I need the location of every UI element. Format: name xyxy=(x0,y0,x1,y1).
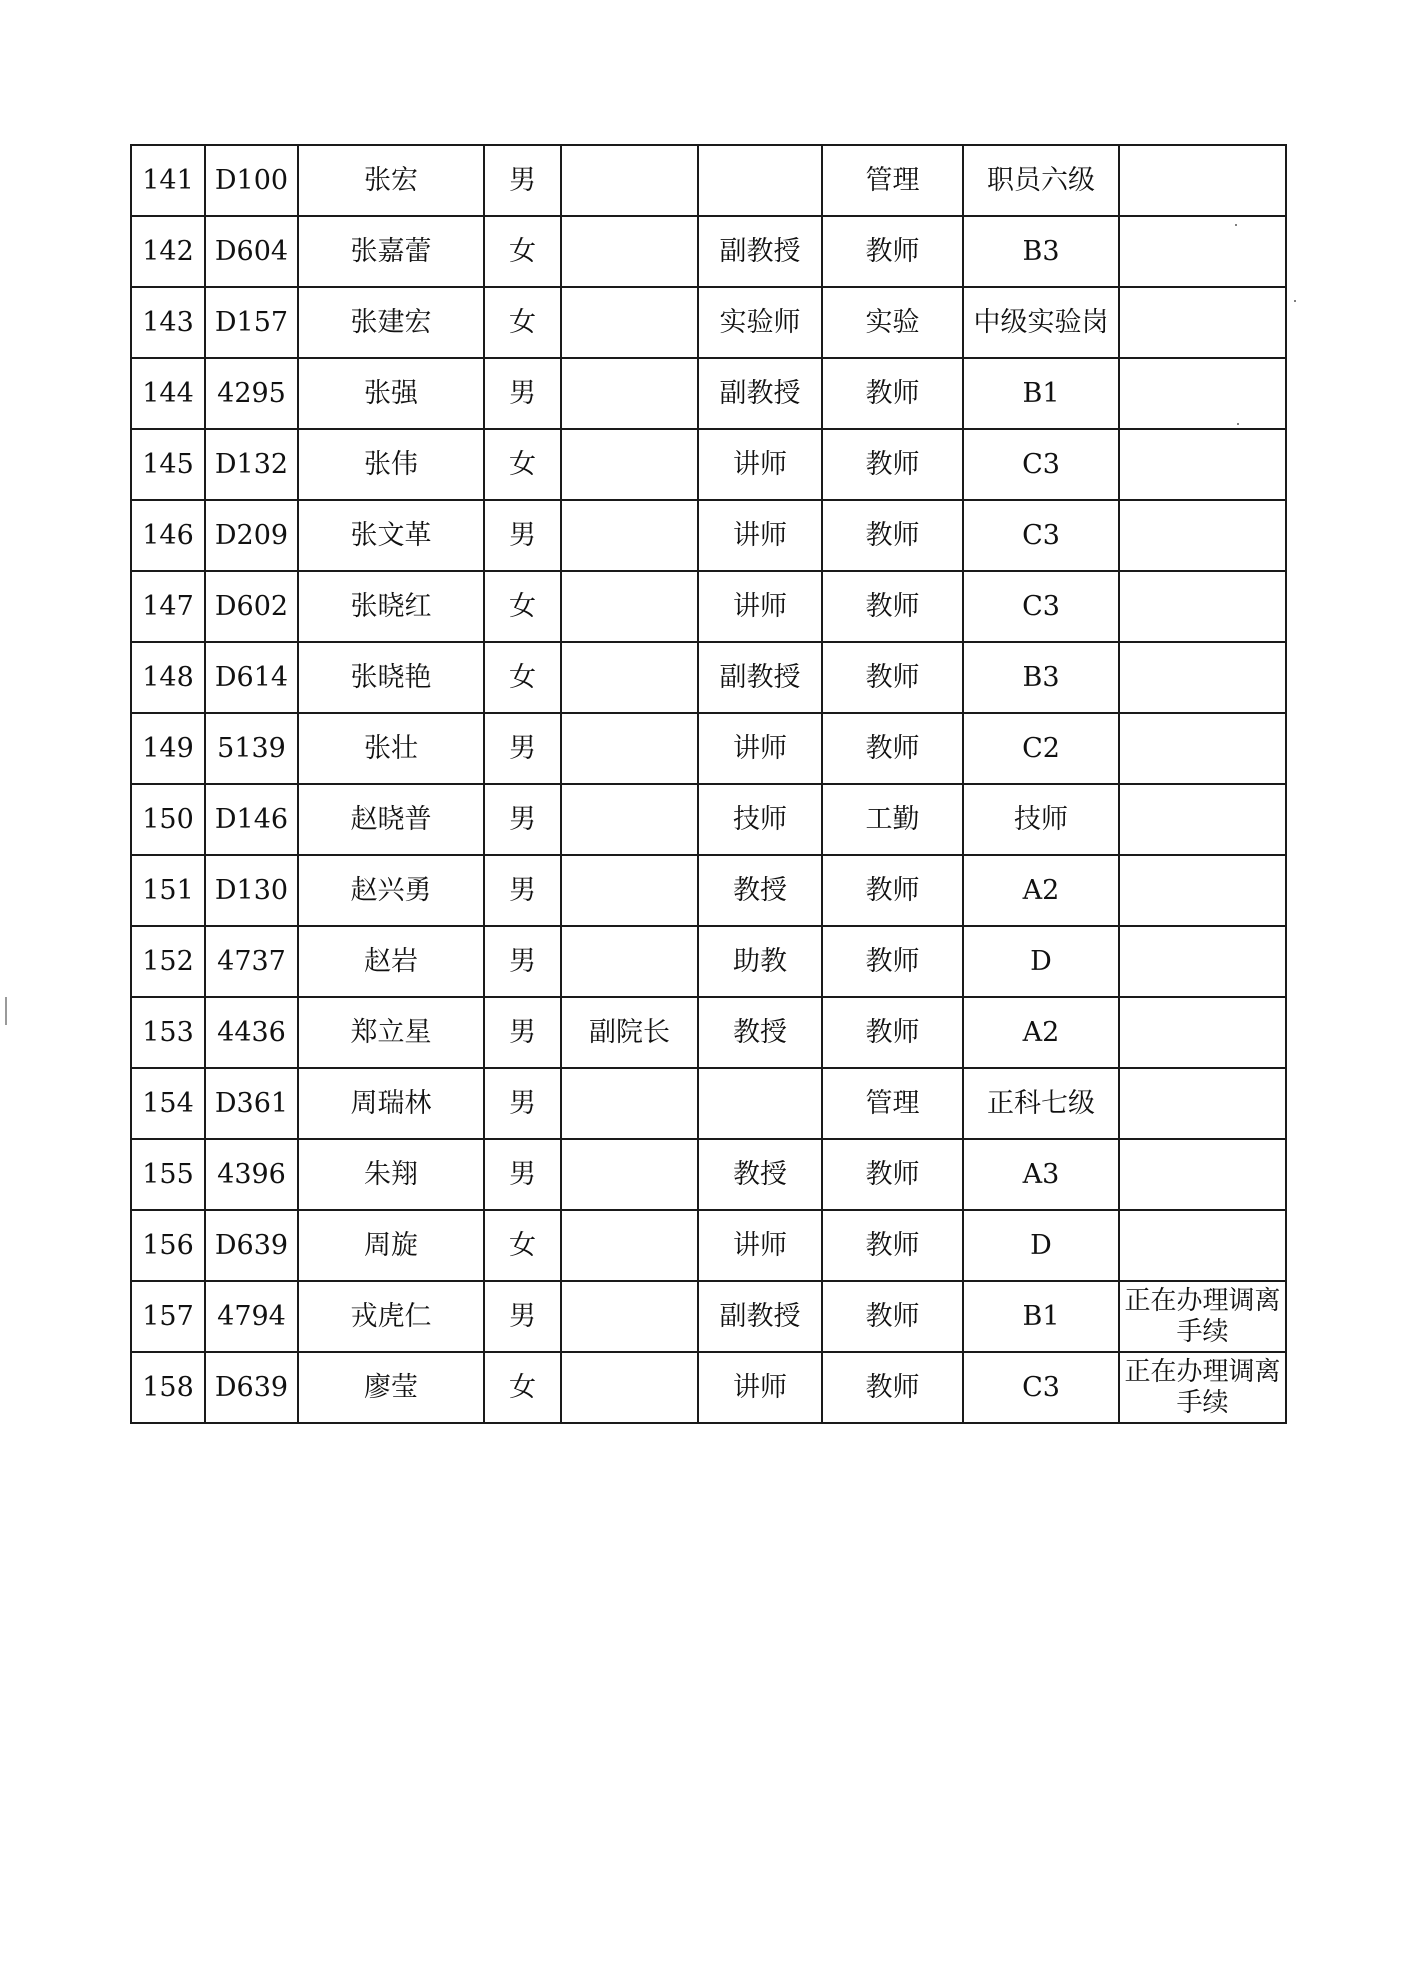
gender-cell: 女 xyxy=(484,642,561,713)
row-number-cell: 144 xyxy=(131,358,205,429)
gender-cell: 男 xyxy=(484,145,561,216)
note-cell xyxy=(1119,997,1286,1068)
gender-cell: 男 xyxy=(484,855,561,926)
staff-id-cell: D132 xyxy=(205,429,298,500)
category-cell: 教师 xyxy=(822,997,963,1068)
grade-cell: A3 xyxy=(963,1139,1119,1210)
gender-cell: 女 xyxy=(484,216,561,287)
note-cell xyxy=(1119,500,1286,571)
staff-id-cell: 4737 xyxy=(205,926,298,997)
scan-dot xyxy=(1294,300,1296,302)
name-cell: 张壮 xyxy=(298,713,484,784)
row-number-cell: 148 xyxy=(131,642,205,713)
name-cell: 朱翔 xyxy=(298,1139,484,1210)
staff-id-cell: D100 xyxy=(205,145,298,216)
title-cell: 讲师 xyxy=(698,500,822,571)
position-cell xyxy=(561,287,698,358)
title-cell: 讲师 xyxy=(698,1352,822,1423)
name-cell: 张建宏 xyxy=(298,287,484,358)
staff-id-cell: 4794 xyxy=(205,1281,298,1352)
note-cell: 正在办理调离手续 xyxy=(1119,1281,1286,1352)
position-cell xyxy=(561,642,698,713)
note-cell xyxy=(1119,1068,1286,1139)
grade-cell: C2 xyxy=(963,713,1119,784)
category-cell: 管理 xyxy=(822,1068,963,1139)
staff-id-cell: 4436 xyxy=(205,997,298,1068)
scan-line-mark xyxy=(5,997,7,1025)
position-cell xyxy=(561,145,698,216)
note-cell xyxy=(1119,571,1286,642)
category-cell: 教师 xyxy=(822,926,963,997)
name-cell: 张嘉蕾 xyxy=(298,216,484,287)
grade-cell: 正科七级 xyxy=(963,1068,1119,1139)
note-cell xyxy=(1119,145,1286,216)
gender-cell: 男 xyxy=(484,1068,561,1139)
category-cell: 教师 xyxy=(822,642,963,713)
grade-cell: B1 xyxy=(963,1281,1119,1352)
name-cell: 赵岩 xyxy=(298,926,484,997)
row-number-cell: 153 xyxy=(131,997,205,1068)
category-cell: 工勤 xyxy=(822,784,963,855)
note-cell xyxy=(1119,713,1286,784)
gender-cell: 男 xyxy=(484,1139,561,1210)
staff-id-cell: D639 xyxy=(205,1352,298,1423)
staff-id-cell: 4295 xyxy=(205,358,298,429)
category-cell: 教师 xyxy=(822,358,963,429)
staff-id-cell: D639 xyxy=(205,1210,298,1281)
grade-cell: C3 xyxy=(963,571,1119,642)
table-row xyxy=(131,500,1286,571)
row-number-cell: 155 xyxy=(131,1139,205,1210)
row-number-cell: 146 xyxy=(131,500,205,571)
staff-table xyxy=(130,144,1287,1424)
title-cell: 讲师 xyxy=(698,713,822,784)
title-cell: 副教授 xyxy=(698,216,822,287)
table-row xyxy=(131,1281,1286,1352)
staff-id-cell: D361 xyxy=(205,1068,298,1139)
staff-id-cell: 4396 xyxy=(205,1139,298,1210)
note-cell xyxy=(1119,358,1286,429)
grade-cell: C3 xyxy=(963,500,1119,571)
position-cell xyxy=(561,784,698,855)
name-cell: 赵晓普 xyxy=(298,784,484,855)
row-number-cell: 147 xyxy=(131,571,205,642)
row-number-cell: 152 xyxy=(131,926,205,997)
name-cell: 周瑞林 xyxy=(298,1068,484,1139)
grade-cell: D xyxy=(963,1210,1119,1281)
table-row xyxy=(131,145,1286,216)
title-cell: 教授 xyxy=(698,997,822,1068)
staff-id-cell: D130 xyxy=(205,855,298,926)
gender-cell: 男 xyxy=(484,713,561,784)
name-cell: 张宏 xyxy=(298,145,484,216)
name-cell: 张强 xyxy=(298,358,484,429)
note-cell xyxy=(1119,216,1286,287)
row-number-cell: 149 xyxy=(131,713,205,784)
name-cell: 张晓艳 xyxy=(298,642,484,713)
row-number-cell: 143 xyxy=(131,287,205,358)
name-cell: 戎虎仁 xyxy=(298,1281,484,1352)
table-row xyxy=(131,1352,1286,1423)
staff-id-cell: D604 xyxy=(205,216,298,287)
staff-id-cell: D614 xyxy=(205,642,298,713)
row-number-cell: 156 xyxy=(131,1210,205,1281)
name-cell: 张晓红 xyxy=(298,571,484,642)
grade-cell: C3 xyxy=(963,1352,1119,1423)
staff-id-cell: 5139 xyxy=(205,713,298,784)
name-cell: 廖莹 xyxy=(298,1352,484,1423)
row-number-cell: 142 xyxy=(131,216,205,287)
title-cell: 讲师 xyxy=(698,1210,822,1281)
table-row xyxy=(131,997,1286,1068)
position-cell xyxy=(561,500,698,571)
grade-cell: 中级实验岗 xyxy=(963,287,1119,358)
row-number-cell: 154 xyxy=(131,1068,205,1139)
title-cell: 实验师 xyxy=(698,287,822,358)
grade-cell: A2 xyxy=(963,855,1119,926)
position-cell xyxy=(561,1352,698,1423)
table-row xyxy=(131,429,1286,500)
category-cell: 教师 xyxy=(822,216,963,287)
category-cell: 教师 xyxy=(822,571,963,642)
staff-id-cell: D209 xyxy=(205,500,298,571)
title-cell: 助教 xyxy=(698,926,822,997)
note-cell xyxy=(1119,429,1286,500)
table-row xyxy=(131,855,1286,926)
table-row xyxy=(131,1210,1286,1281)
gender-cell: 男 xyxy=(484,784,561,855)
position-cell xyxy=(561,1210,698,1281)
row-number-cell: 158 xyxy=(131,1352,205,1423)
grade-cell: D xyxy=(963,926,1119,997)
row-number-cell: 150 xyxy=(131,784,205,855)
grade-cell: B3 xyxy=(963,216,1119,287)
row-number-cell: 145 xyxy=(131,429,205,500)
table-row xyxy=(131,642,1286,713)
category-cell: 教师 xyxy=(822,713,963,784)
title-cell: 技师 xyxy=(698,784,822,855)
staff-id-cell: D157 xyxy=(205,287,298,358)
category-cell: 教师 xyxy=(822,1210,963,1281)
name-cell: 周旋 xyxy=(298,1210,484,1281)
grade-cell: B1 xyxy=(963,358,1119,429)
name-cell: 赵兴勇 xyxy=(298,855,484,926)
row-number-cell: 141 xyxy=(131,145,205,216)
title-cell: 讲师 xyxy=(698,571,822,642)
note-cell xyxy=(1119,642,1286,713)
table-row xyxy=(131,358,1286,429)
position-cell xyxy=(561,1139,698,1210)
position-cell xyxy=(561,1068,698,1139)
grade-cell: 技师 xyxy=(963,784,1119,855)
row-number-cell: 151 xyxy=(131,855,205,926)
table-row xyxy=(131,287,1286,358)
title-cell: 副教授 xyxy=(698,642,822,713)
gender-cell: 男 xyxy=(484,358,561,429)
gender-cell: 女 xyxy=(484,1210,561,1281)
grade-cell: B3 xyxy=(963,642,1119,713)
row-number-cell: 157 xyxy=(131,1281,205,1352)
note-cell xyxy=(1119,784,1286,855)
gender-cell: 女 xyxy=(484,429,561,500)
position-cell xyxy=(561,855,698,926)
gender-cell: 女 xyxy=(484,571,561,642)
position-cell xyxy=(561,1281,698,1352)
table-row xyxy=(131,571,1286,642)
category-cell: 管理 xyxy=(822,145,963,216)
name-cell: 张伟 xyxy=(298,429,484,500)
name-cell: 张文革 xyxy=(298,500,484,571)
position-cell xyxy=(561,926,698,997)
note-cell xyxy=(1119,926,1286,997)
gender-cell: 男 xyxy=(484,997,561,1068)
title-cell xyxy=(698,1068,822,1139)
position-cell: 副院长 xyxy=(561,997,698,1068)
position-cell xyxy=(561,571,698,642)
table-row xyxy=(131,216,1286,287)
title-cell: 副教授 xyxy=(698,1281,822,1352)
category-cell: 教师 xyxy=(822,1352,963,1423)
title-cell xyxy=(698,145,822,216)
name-cell: 郑立星 xyxy=(298,997,484,1068)
position-cell xyxy=(561,429,698,500)
table-row xyxy=(131,1068,1286,1139)
gender-cell: 女 xyxy=(484,287,561,358)
category-cell: 实验 xyxy=(822,287,963,358)
category-cell: 教师 xyxy=(822,500,963,571)
category-cell: 教师 xyxy=(822,429,963,500)
grade-cell: C3 xyxy=(963,429,1119,500)
category-cell: 教师 xyxy=(822,855,963,926)
note-cell: 正在办理调离手续 xyxy=(1119,1352,1286,1423)
note-cell xyxy=(1119,1210,1286,1281)
table-row xyxy=(131,1139,1286,1210)
category-cell: 教师 xyxy=(822,1139,963,1210)
title-cell: 教授 xyxy=(698,1139,822,1210)
category-cell: 教师 xyxy=(822,1281,963,1352)
gender-cell: 男 xyxy=(484,926,561,997)
note-cell xyxy=(1119,287,1286,358)
position-cell xyxy=(561,216,698,287)
note-cell xyxy=(1119,1139,1286,1210)
gender-cell: 女 xyxy=(484,1352,561,1423)
gender-cell: 男 xyxy=(484,1281,561,1352)
title-cell: 教授 xyxy=(698,855,822,926)
table-row xyxy=(131,784,1286,855)
table-body xyxy=(131,145,1286,1423)
grade-cell: 职员六级 xyxy=(963,145,1119,216)
position-cell xyxy=(561,713,698,784)
grade-cell: A2 xyxy=(963,997,1119,1068)
title-cell: 副教授 xyxy=(698,358,822,429)
gender-cell: 男 xyxy=(484,500,561,571)
position-cell xyxy=(561,358,698,429)
staff-id-cell: D602 xyxy=(205,571,298,642)
table-row xyxy=(131,926,1286,997)
title-cell: 讲师 xyxy=(698,429,822,500)
staff-id-cell: D146 xyxy=(205,784,298,855)
table-row xyxy=(131,713,1286,784)
note-cell xyxy=(1119,855,1286,926)
